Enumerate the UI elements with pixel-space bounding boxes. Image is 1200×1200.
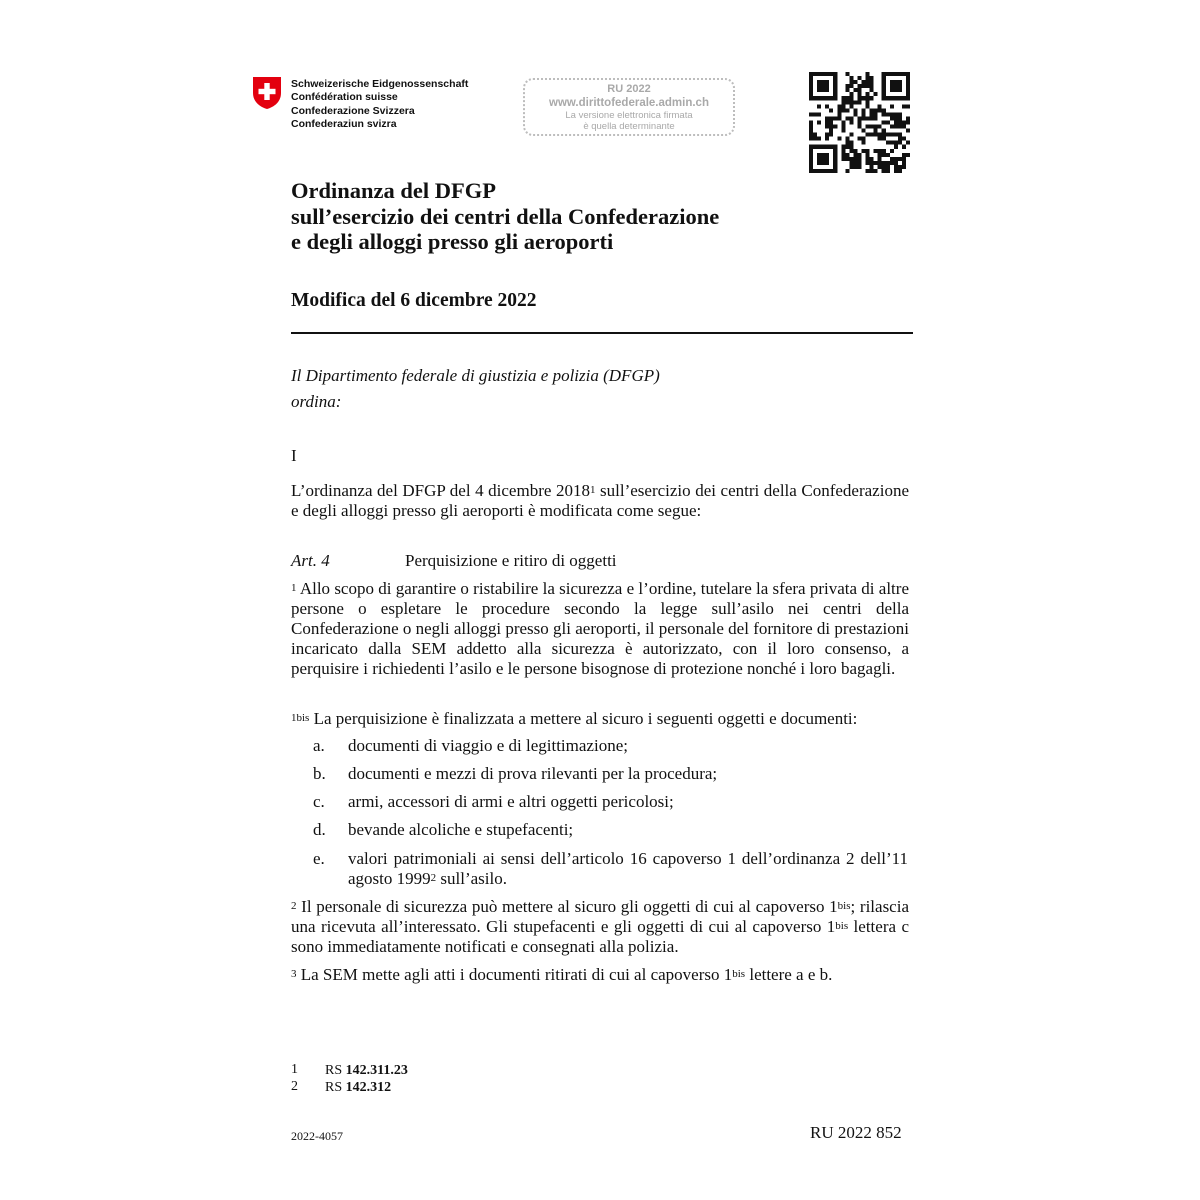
paragraph-text: La SEM mette agli atti i documenti ritirati di cui al capoverso 1 (296, 965, 733, 984)
title-line-3: e degli alloggi presso gli aeroporti (291, 229, 614, 254)
publication-stamp (523, 78, 735, 136)
list-letter: d. (313, 820, 326, 839)
stamp-note-2: è quella determinante (583, 121, 675, 132)
paragraph-text: Il personale di sicurezza può mettere al sicuro gli oggetti di cui al capoverso 1 (296, 897, 838, 916)
preamble-line-2: ordina: (291, 392, 342, 411)
paragraph-text: lettere a e b. (745, 965, 833, 984)
list-item: bevande alcoliche e stupefacenti; (348, 820, 574, 839)
federation-names (291, 78, 468, 132)
swiss-cross-shield-icon (252, 76, 282, 110)
footnote-reference[interactable]: 142.312 (345, 1080, 392, 1095)
federation-name-de: Schweizerische Eidgenossenschaft (291, 78, 469, 90)
footnote-prefix: RS (325, 1063, 346, 1078)
paragraph-mark: 1bis (291, 712, 310, 724)
federation-name-rm: Confederaziun svizra (291, 118, 397, 131)
article-number: Art. 4 (291, 551, 330, 570)
paragraph-3 (291, 965, 909, 985)
bis-superscript: bis (835, 920, 849, 932)
intro-text-rest: sull’esercizio dei centri della Confederazione e degli alloggi presso gli aeroporti è modificata come segue: (291, 481, 909, 520)
paragraph-text: Allo scopo di garantire o ristabilire la sicurezza e l’ordine, tutelare la sfera privata di altre persone o espletare le procedure secondo la legge sull’asilo nei centri della Confederazione o negli alloggi presso gli aeroporti, il personale del fornitore di prestazioni incaricato dalla SEM addetto alla sicurezza è autorizzato, con il loro consenso, a perquisire i richiedenti l’asilo e le persone bisognose di protezione nonché i loro bagagli. (291, 579, 909, 678)
title-line-1: Ordinanza del DFGP (291, 178, 497, 203)
paragraph-2 (291, 897, 909, 957)
footnote-text (325, 1080, 391, 1096)
list-item-text-rest: sull’asilo. (436, 869, 507, 888)
footnote-number: 1 (291, 1062, 298, 1077)
intro-paragraph (291, 481, 909, 521)
stamp-note-1: La versione elettronica firmata (565, 110, 693, 121)
list-letter: a. (313, 736, 325, 755)
list-item: armi, accessori di armi e altri oggetti pericolosi; (348, 792, 674, 811)
paragraph-text: lettera c sono immediatamente notificati e consegnati alla polizia. (291, 917, 909, 956)
article-title: Perquisizione e ritiro di oggetti (405, 551, 617, 570)
stamp-ru: RU 2022 (607, 83, 651, 95)
federation-name-fr: Confédération suisse (291, 91, 398, 104)
document-title (291, 178, 719, 255)
preamble-line-1: Il Dipartimento federale di giustizia e polizia (DFGP) (291, 366, 660, 385)
paragraph-mark: 2 (291, 900, 297, 912)
header-divider (291, 332, 913, 334)
title-line-2: sull’esercizio dei centri della Confederazione (291, 203, 720, 229)
paragraph-mark: 1 (291, 582, 297, 594)
list-letter: b. (313, 764, 326, 783)
bis-superscript: bis (837, 900, 851, 912)
paragraph-text: La perquisizione è finalizzata a mettere al sicuro i seguenti oggetti e documenti: (309, 709, 858, 728)
paragraph-mark: 3 (291, 968, 297, 980)
footnote-reference[interactable]: 142.311.23 (345, 1063, 408, 1078)
paragraph-1 (291, 579, 909, 679)
list-letter: e. (313, 849, 325, 868)
preamble (291, 363, 660, 415)
footnote-text (325, 1063, 408, 1079)
section-number: I (291, 446, 297, 465)
footnote-ref-1[interactable]: 1 (589, 484, 596, 496)
document-number: 2022-4057 (291, 1129, 343, 1143)
qr-code-icon (809, 72, 910, 173)
list-item: documenti e mezzi di prova rilevanti per la procedura; (348, 764, 718, 783)
list-letter: c. (313, 792, 325, 811)
intro-text: L’ordinanza del DFGP del 4 dicembre 2018 (291, 481, 590, 500)
amendment-date: Modifica del 6 dicembre 2022 (291, 290, 537, 311)
paragraph-text: ; rilascia una ricevuta all’interessato. Gli stupefacenti e gli oggetti di cui al capoverso 1 (291, 897, 909, 936)
official-compilation-ref: RU 2022 852 (810, 1123, 902, 1142)
federation-name-it: Confederazione Svizzera (291, 104, 415, 117)
list-item-text: valori patrimoniali ai sensi dell’articolo 16 capoverso 1 dell’ordinanza 2 dell’11 agosto 1999 (348, 849, 908, 888)
footnote-prefix: RS (325, 1080, 346, 1095)
paragraph-1bis (291, 709, 909, 729)
list-item (348, 849, 908, 889)
list-item: documenti di viaggio e di legittimazione; (348, 736, 628, 755)
stamp-url[interactable]: www.dirittofederale.admin.ch (549, 97, 709, 109)
footnote-ref-2[interactable]: 2 (430, 872, 437, 884)
bis-superscript: bis (732, 968, 746, 980)
footnote-number: 2 (291, 1079, 298, 1094)
